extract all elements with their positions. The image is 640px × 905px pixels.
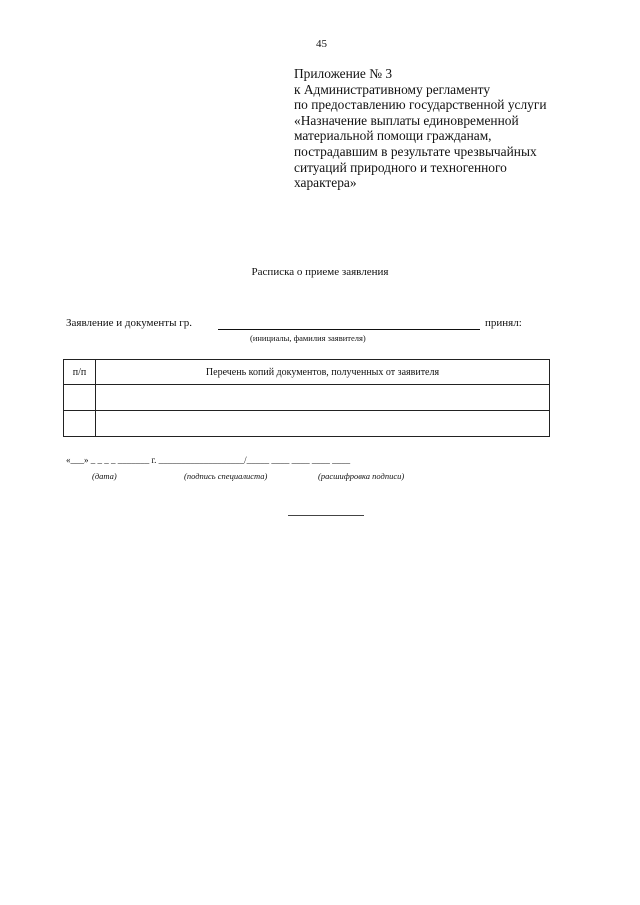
- date-signature-line[interactable]: «___» _ _ _ _ _______ г. ___________________/_____ ____ ____ ____ ____: [66, 455, 351, 465]
- receipt-title: Расписка о приеме заявления: [251, 266, 389, 278]
- appendix-line: ситуаций природного и техногенного: [294, 159, 507, 175]
- table-header-number: п/п: [64, 360, 96, 385]
- date-caption: (дата): [92, 471, 117, 481]
- table-header-documents: Перечень копий документов, полученных от заявителя: [96, 360, 550, 385]
- table-cell-document[interactable]: [96, 411, 550, 437]
- table-row: [64, 411, 550, 437]
- appendix-line: по предоставлению государственной услуги: [294, 97, 547, 113]
- appendix-line: к Административному регламенту: [294, 81, 491, 97]
- closing-divider: [288, 515, 364, 516]
- page-number: 45: [316, 38, 327, 50]
- appendix-line: «Назначение выплаты единовременной: [294, 112, 519, 128]
- table-header-row: [64, 360, 550, 385]
- applicant-name-field[interactable]: [218, 317, 480, 330]
- signature-decode-caption: (расшифровка подписи): [318, 471, 405, 481]
- appendix-header: [294, 66, 594, 191]
- table-row: [64, 385, 550, 411]
- table-cell-number[interactable]: [64, 385, 96, 411]
- appendix-line: характера»: [294, 175, 357, 191]
- documents-table: [63, 359, 550, 437]
- appendix-line: пострадавшим в результате чрезвычайных: [294, 143, 537, 159]
- table-cell-document[interactable]: [96, 385, 550, 411]
- applicant-label: Заявление и документы гр.: [66, 317, 192, 329]
- accepted-label: принял:: [485, 317, 522, 329]
- applicant-caption: (инициалы, фамилия заявителя): [250, 333, 366, 343]
- appendix-line: Приложение № 3: [294, 66, 393, 81]
- appendix-line: материальной помощи гражданам,: [294, 128, 492, 144]
- signature-caption: (подпись специалиста): [184, 471, 268, 481]
- table-cell-number[interactable]: [64, 411, 96, 437]
